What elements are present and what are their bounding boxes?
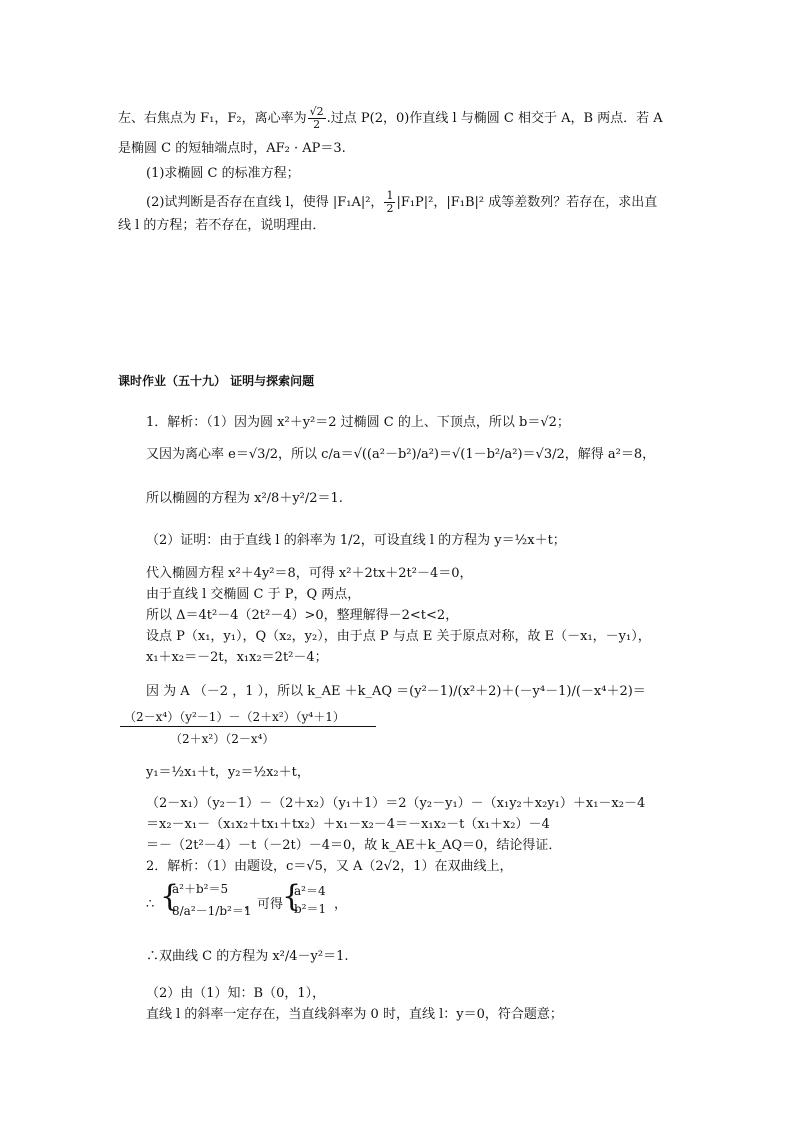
problem-line-2: 是椭圆 C 的短轴端点时，AF₂ · AP＝3. [118,141,346,156]
sol1-line-2: 又因为离心率 e＝√3/2，所以 c/a＝√((a²－b²)/a²)＝√(1－b²/a²)＝√3/2，解得 a²＝8， [146,447,656,462]
sol1-line-14: ＝x₂－x₁－（x₁x₂＋tx₁＋tx₂）＋x₁－x₂－4＝－x₁x₂－t（x₁＋x₂）－4 [146,817,550,832]
sol1-line-3: 所以椭圆的方程为 x²/8＋y²/2＝1. [146,491,343,506]
sol1-fraction-bar [120,726,376,727]
sol1-line-6: 由于直线 l 交椭圆 C 于 P，Q 两点， [146,587,361,602]
sol2-line-3: ∴双曲线 C 的方程为 x²/4－y²＝1. [146,949,349,964]
sol1-line-4: （2）证明：由于直线 l 的斜率为 1/2，可设直线 l 的方程为 y＝½x＋t； [146,533,566,548]
sol1-fraction-numerator: （2－x⁴）（y²－1）－（2＋x²）（y⁴＋1） [124,710,345,724]
system-1-brace: { [160,879,180,914]
system-1-eq-b: 8/a²－1/b²＝1 [172,904,252,918]
question-1: (1)求椭圆 C 的标准方程； [146,166,300,181]
sol1-fraction-denominator: （2＋x²）（2－x⁴） [170,732,275,746]
sol2-line-4: （2）由（1）知：B（0，1）， [146,986,326,1001]
problem-line-1: 左、右焦点为 F₁，F₂，离心率为 $\frac{√2}{2}$ .过点 P(2，0)作直线 l 与椭圆 C 相交于 A，B 两点．若 A [118,105,663,131]
sol2-therefore: ∴ [146,897,155,912]
sol2-line-1: 2．解析：（1）由题设，c＝√5，又 A（2√2，1）在双曲线上， [146,859,513,874]
sol1-line-15: ＝－（2t²－4）－t（－2t）－4＝0，故 k_AE＋k_AQ＝0，结论得证． [146,838,562,853]
half-fraction: $\frac{1}{2}$ [386,189,394,215]
sol1-line-7: 所以 Δ＝4t²－4（2t²－4）>0，整理解得－2<t<2， [146,608,459,623]
sol1-line-13: （2－x₁）（y₂－1）－（2＋x₂）（y₁＋1）＝2（y₂－y₁）－（x₁y₂＋x₂y₁）＋x₁－x₂－4 [146,796,646,811]
sol2-comma: ， [334,897,348,912]
sol1-line-9: x₁＋x₂＝－2t，x₁x₂＝2t²－4； [146,650,328,665]
sol1-line-5: 代入椭圆方程 x²＋4y²＝8，可得 x²＋2tx＋2t²－4＝0， [146,566,473,581]
system-1-eq-a: a²＋b²＝5 [172,882,229,896]
sol1-line-1: 1．解析：（1）因为圆 x²＋y²＝2 过椭圆 C 的上、下顶点，所以 b＝√2； [146,415,570,430]
system-2-eq-a: a²＝4 [294,884,326,898]
sol1-line-8: 设点 P（x₁，y₁），Q（x₂，y₂），由于点 P 与点 E 关于原点对称，故 E（－x₁，－y₁）， [146,629,651,644]
question-2-line-2: 线 l 的方程；若不存在，说明理由． [118,218,326,233]
sol1-line-10: 因 为 A （－2 ，1 ），所以 k_AE ＋k_AQ ＝(y²－1)/(x²＋2)＋(－y⁴－1)/(－x⁴＋2)＝ [146,684,646,699]
section-title: 课时作业（五十九） 证明与探索问题 [118,374,315,388]
system-2-eq-b: b²＝1 [294,902,327,916]
sol1-line-12: y₁＝½x₁＋t，y₂＝½x₂＋t， [146,765,310,780]
system-2-brace: { [282,879,302,914]
eccentricity-fraction: $\frac{√2}{2}$ [309,105,324,131]
sol2-can-get: ，可得 [244,897,284,912]
sol2-line-5: 直线 l 的斜率一定存在，当直线斜率为 0 时，直线 l：y＝0，符合题意； [146,1007,563,1022]
question-2: (2)试判断是否存在直线 l，使得 |F₁A|²， $\frac{1}{2}$ |F₁P|²，|F₁B|² 成等差数列？若存在，求出直 [146,189,658,215]
